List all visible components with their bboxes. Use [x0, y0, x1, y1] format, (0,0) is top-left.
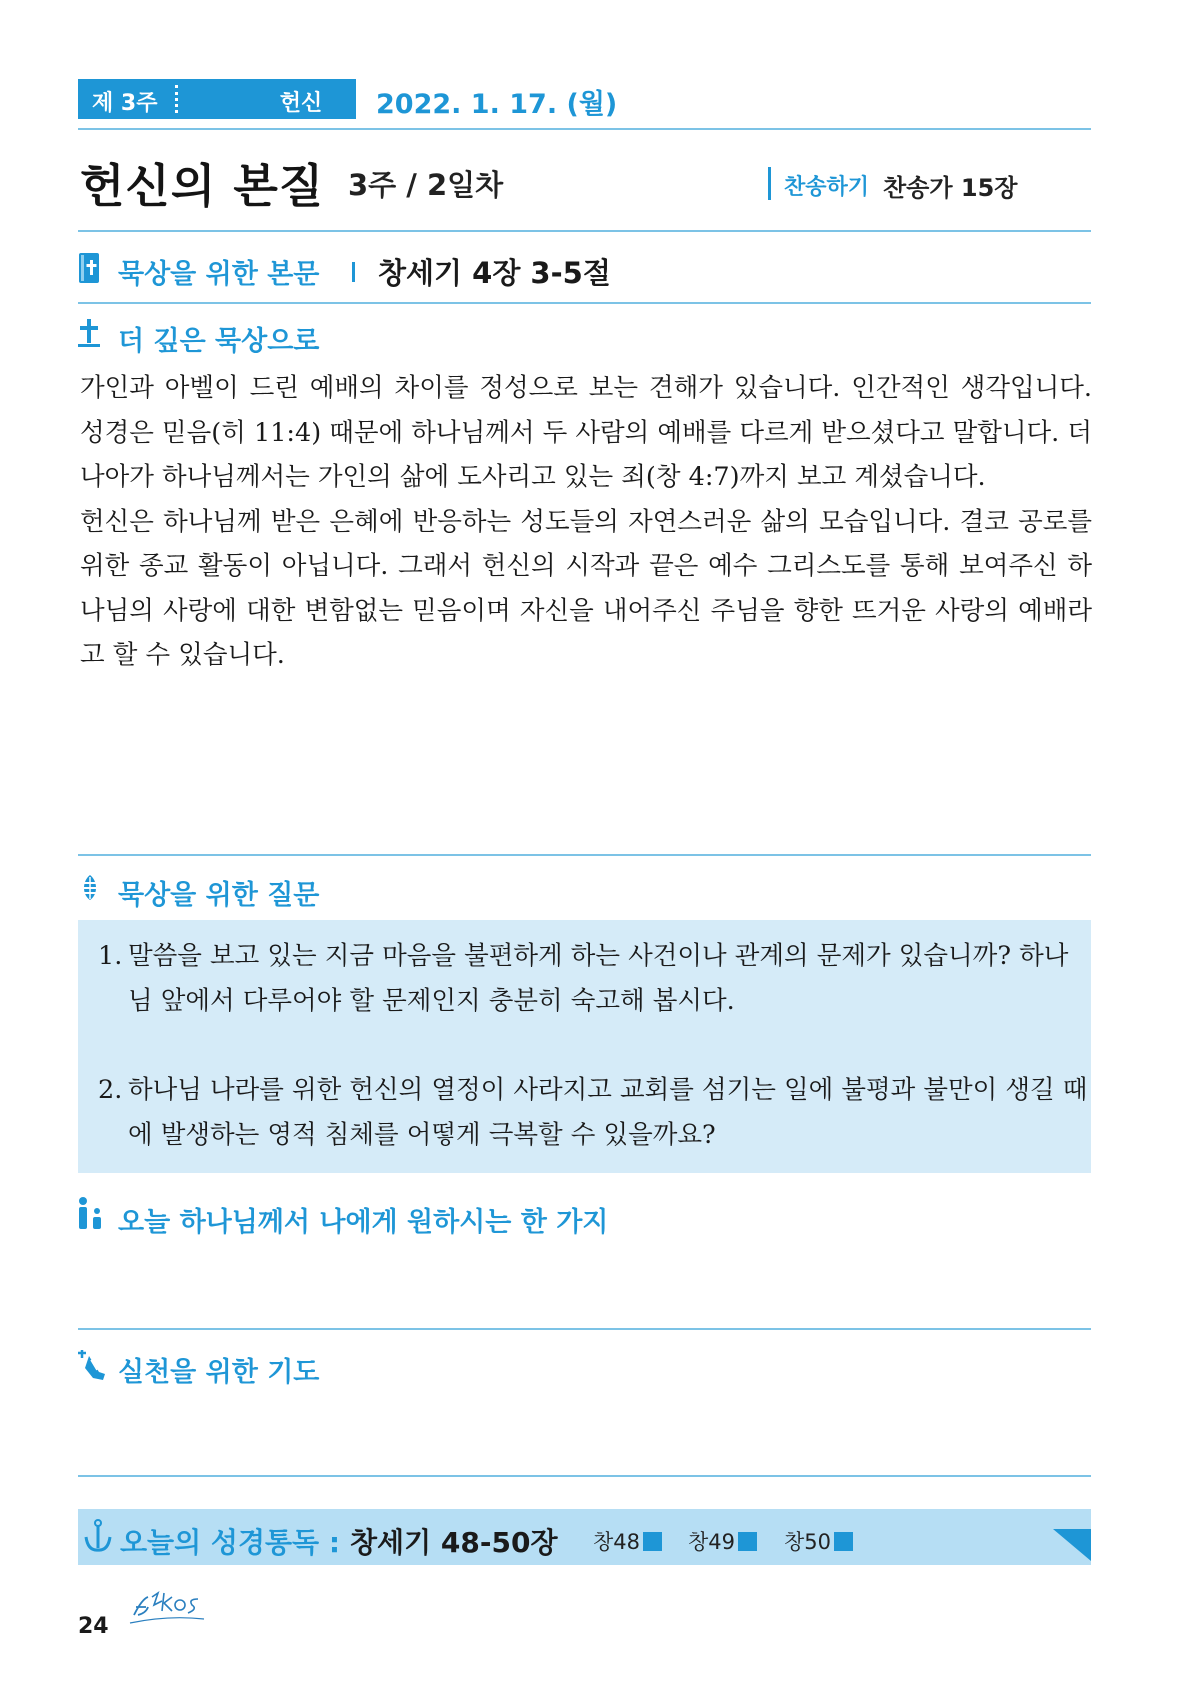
divider [78, 854, 1091, 856]
meditation-paragraph: 가인과 아벨이 드린 예배의 차이를 정성으로 보는 견해가 있습니다. 인간적인 생각입니다. 성경은 믿음(히 11:4) 때문에 하나님께서 두 사람의 예배를 다르게 받으셨다고 말합니다. 더 나아가 하나님께서는 가인의 삶에 도사리고 있는 죄(창 4:7)까지 보고 계셨습니다. [80, 373, 1092, 492]
divider [78, 1475, 1091, 1477]
questions-box [78, 920, 1091, 1173]
theme-label: 헌신 [279, 91, 323, 116]
hymn-value: 찬송가 15장 [883, 174, 1018, 202]
scripture-separator [352, 262, 355, 282]
cross-icon [78, 318, 100, 352]
person-icon [77, 1196, 105, 1234]
globe-icon [77, 873, 103, 905]
dotted-separator [175, 85, 182, 113]
meditation-paragraph: 헌신은 하나님께 받은 은혜에 반응하는 성도들의 자연스러운 삶의 모습입니다. 결코 공로를 위한 종교 활동이 아닙니다. 그래서 헌신의 시작과 끝은 예수 그리스도를 통해 보여주신 하나님의 사랑에 대한 변함없는 믿음이며 자신을 내어주신 주님을 향한 뜨거운 사랑의 예배라고 할 수 있습니다. [80, 506, 1092, 670]
reading-range: 창세기 48-50장 [350, 1526, 558, 1559]
prayer-heading: 실천을 위한 기도 [118, 1357, 320, 1388]
scripture-heading: 묵상을 위한 본문 [118, 259, 320, 290]
question-number: 2. [98, 1075, 123, 1105]
reading-check-item[interactable] [784, 1526, 853, 1556]
page-title: 헌신의 본질 [80, 159, 325, 213]
reading-label: 오늘의 성경통독 : [120, 1526, 341, 1559]
reading-check-label: 창48 [593, 1530, 641, 1554]
page-subtitle: 3주 / 2일차 [348, 168, 504, 202]
week-theme-tag [78, 79, 356, 119]
one-thing-heading: 오늘 하나님께서 나에게 원하시는 한 가지 [118, 1207, 609, 1238]
divider [78, 1328, 1091, 1330]
praying-hands-icon [77, 1348, 107, 1386]
checkbox[interactable] [834, 1532, 853, 1551]
question-text: 하나님 나라를 위한 헌신의 열정이 사라지고 교회를 섬기는 일에 불평과 불만이 생길 때에 발생하는 영적 침체를 어떻게 극복할 수 있을까요? [128, 1075, 1088, 1150]
scripture-reference: 창세기 4장 3-5절 [378, 256, 611, 290]
reading-check-label: 창50 [784, 1530, 832, 1554]
divider [78, 302, 1091, 304]
reading-check-item[interactable] [688, 1526, 757, 1556]
corner-fold [1053, 1529, 1091, 1561]
reading-bar [78, 1509, 1091, 1565]
page-number: 24 [78, 1614, 109, 1639]
question-text: 말씀을 보고 있는 지금 마음을 불편하게 하는 사건이나 관계의 문제가 있습니까? 하나님 앞에서 다루어야 할 문제인지 충분히 숙고해 봅시다. [128, 941, 1069, 1016]
date-label: 2022. 1. 17. (월) [376, 89, 618, 120]
meditation-heading: 더 깊은 묵상으로 [118, 326, 320, 357]
reading-check-item[interactable] [593, 1526, 662, 1556]
hymn-bar [768, 167, 771, 200]
divider [78, 128, 1091, 130]
bible-icon [78, 252, 100, 288]
checkbox[interactable] [738, 1532, 757, 1551]
logo [128, 1585, 208, 1633]
checkbox[interactable] [643, 1532, 662, 1551]
reading-check-label: 창49 [688, 1530, 736, 1554]
questions-heading: 묵상을 위한 질문 [118, 880, 320, 911]
week-label: 제 3주 [92, 91, 158, 116]
hymn-label: 찬송하기 [784, 175, 870, 200]
question-number: 1. [98, 941, 123, 971]
divider [78, 230, 1091, 232]
meditation-body [80, 366, 1092, 678]
anchor-icon [84, 1519, 112, 1557]
